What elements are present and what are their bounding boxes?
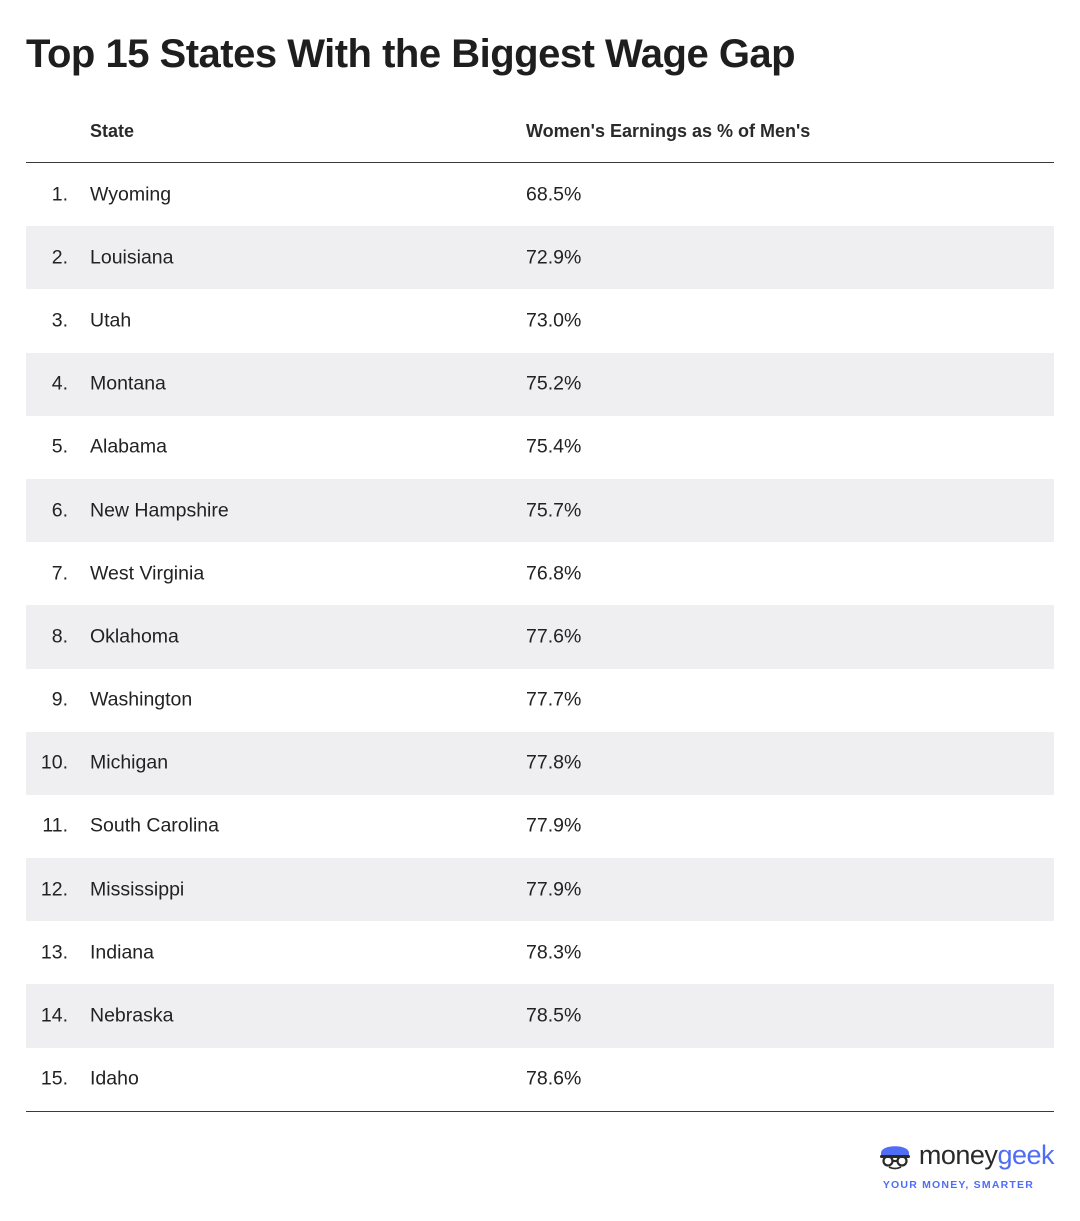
table-row [26, 353, 1054, 416]
table-row [26, 984, 1054, 1047]
row-state: Utah [90, 309, 132, 332]
table-row [26, 858, 1054, 921]
table-bottom-rule [26, 1111, 1054, 1112]
row-state: Washington [90, 688, 193, 711]
row-rank: 15. [40, 1067, 68, 1090]
row-rank: 8. [51, 625, 68, 648]
row-state: West Virginia [90, 562, 205, 585]
row-rank: 6. [51, 499, 68, 522]
row-earnings-value: 75.2% [526, 372, 582, 395]
row-state: Nebraska [90, 1004, 174, 1027]
table-row [26, 1048, 1054, 1111]
row-rank: 11. [42, 814, 68, 837]
row-earnings-value: 77.7% [526, 688, 582, 711]
row-state: Michigan [90, 751, 169, 774]
row-earnings-value: 78.6% [526, 1067, 582, 1090]
row-state: New Hampshire [90, 499, 229, 522]
table-row [26, 669, 1054, 732]
row-rank: 12. [40, 878, 68, 901]
table-row [26, 479, 1054, 542]
row-earnings-value: 78.3% [526, 941, 582, 964]
row-state: Alabama [90, 435, 167, 458]
row-earnings-value: 68.5% [526, 183, 582, 206]
column-header-state: State [90, 121, 135, 141]
table-row [26, 289, 1054, 352]
wage-gap-table [26, 103, 1054, 1112]
table-row [26, 226, 1054, 289]
row-state: South Carolina [90, 814, 219, 837]
row-rank: 1. [51, 183, 68, 206]
moneygeek-logo [874, 1140, 1054, 1196]
row-rank: 13. [40, 941, 68, 964]
table-row [26, 732, 1054, 795]
row-rank: 2. [51, 246, 68, 269]
row-earnings-value: 77.8% [526, 751, 582, 774]
table-row [26, 163, 1054, 226]
table-body [26, 163, 1054, 1111]
row-earnings-value: 72.9% [526, 246, 582, 269]
row-earnings-value: 77.6% [526, 625, 582, 648]
row-earnings-value: 77.9% [526, 814, 582, 837]
table-row [26, 605, 1054, 668]
row-state: Louisiana [90, 246, 174, 269]
table-row [26, 542, 1054, 605]
row-rank: 10. [40, 751, 68, 774]
column-header-earnings: Women's Earnings as % of Men's [526, 121, 811, 141]
page-title: Top 15 States With the Biggest Wage Gap [26, 32, 796, 76]
row-state: Indiana [90, 941, 154, 964]
row-earnings-value: 77.9% [526, 878, 582, 901]
logo-wordmark: moneygeek [918, 1140, 1054, 1170]
row-rank: 7. [51, 562, 68, 585]
row-rank: 9. [51, 688, 68, 711]
table-row [26, 795, 1054, 858]
logo-mark [877, 1140, 1054, 1170]
row-state: Mississippi [90, 878, 185, 901]
row-earnings-value: 76.8% [526, 562, 582, 585]
table-header [26, 103, 1054, 163]
row-earnings-value: 75.4% [526, 435, 582, 458]
geek-face-icon [877, 1140, 913, 1170]
row-state: Wyoming [90, 183, 172, 206]
logo-tagline: YOUR MONEY, SMARTER [882, 1179, 1034, 1191]
table-row [26, 416, 1054, 479]
row-rank: 3. [51, 309, 68, 332]
row-rank: 5. [51, 435, 68, 458]
row-rank: 14. [40, 1004, 68, 1027]
row-state: Idaho [90, 1067, 139, 1090]
row-state: Montana [90, 372, 166, 395]
table-row [26, 921, 1054, 984]
row-earnings-value: 78.5% [526, 1004, 582, 1027]
row-rank: 4. [51, 372, 68, 395]
row-earnings-value: 75.7% [526, 499, 582, 522]
row-state: Oklahoma [90, 625, 179, 648]
row-earnings-value: 73.0% [526, 309, 582, 332]
